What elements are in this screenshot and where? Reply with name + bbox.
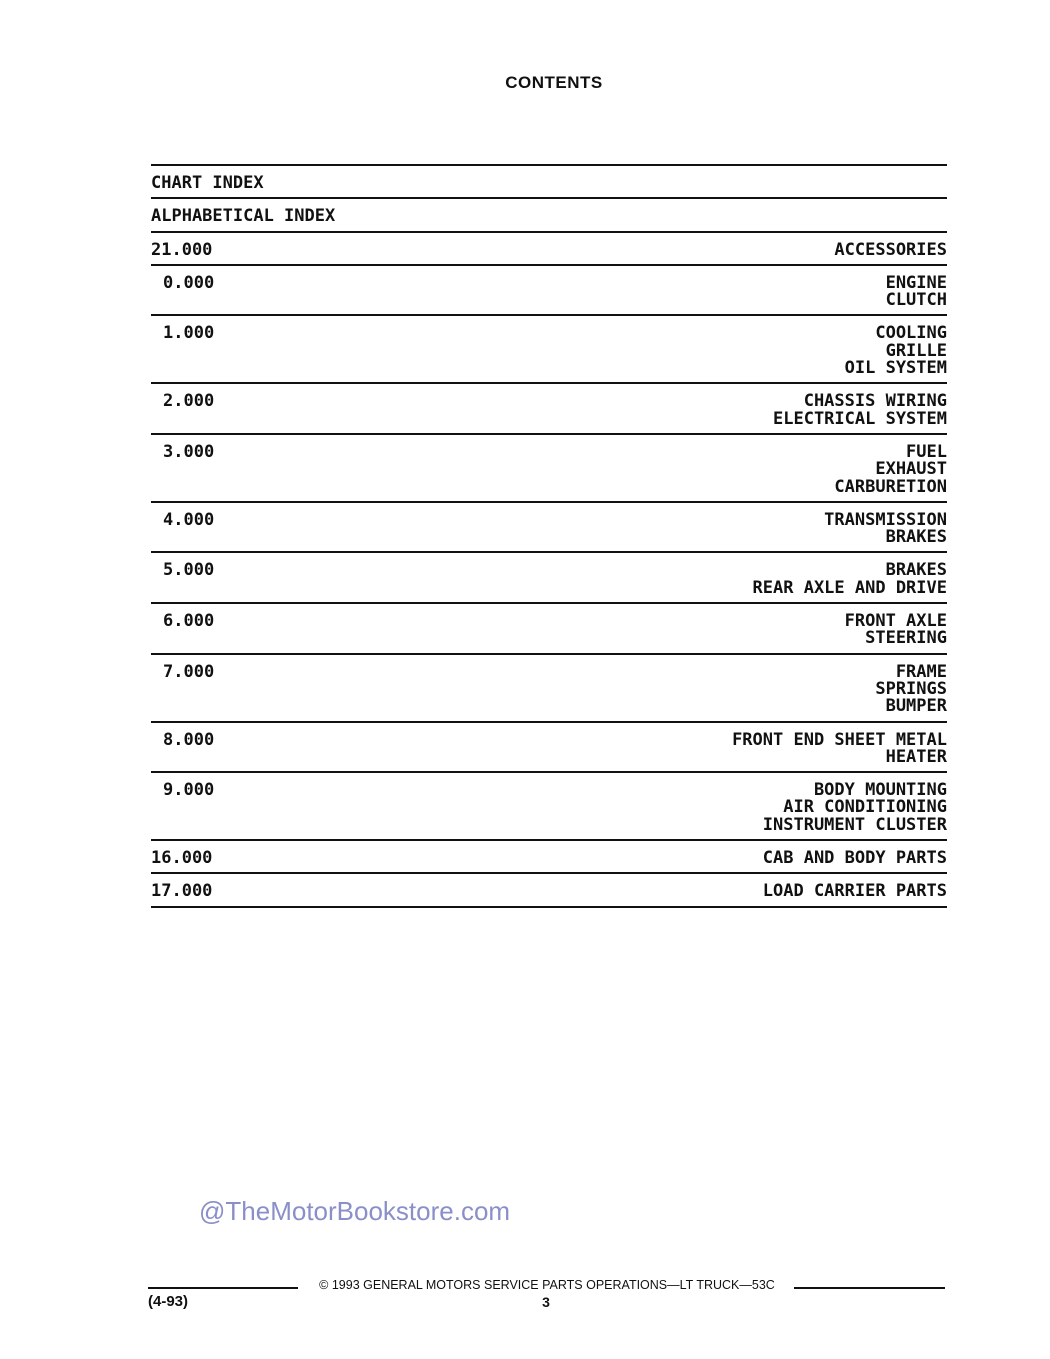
toc-section-title: CLUTCH: [885, 290, 947, 311]
toc-section-title: BRAKES: [885, 560, 947, 581]
toc-section-titles: [773, 393, 947, 428]
toc-row: [151, 874, 947, 907]
toc-section-number: 5.000: [163, 560, 215, 581]
toc-section-number: 9.000: [163, 780, 215, 801]
toc-row: [151, 199, 947, 232]
toc-section-title: FUEL: [906, 441, 947, 462]
toc-section-title: BRAKES: [885, 527, 947, 548]
toc-section-titles: [845, 613, 947, 648]
toc-section-titles: [834, 239, 947, 260]
toc-section-title: STEERING: [865, 628, 947, 649]
toc-row: [151, 435, 947, 503]
watermark: @TheMotorBookstore.com: [199, 1196, 511, 1226]
toc-section-title: ACCESSORIES: [834, 239, 947, 260]
toc-section-number: 6.000: [163, 611, 215, 632]
toc-section-titles: [763, 883, 947, 900]
toc-row: [151, 233, 947, 266]
toc-section-title: EXHAUST: [875, 459, 947, 480]
toc-row: [151, 316, 947, 384]
toc-section-number: ALPHABETICAL INDEX: [151, 206, 336, 227]
toc-row: [151, 604, 947, 655]
footer-rule-left: [148, 1287, 298, 1289]
toc-row: [151, 655, 947, 723]
toc-section-titles: [834, 441, 947, 497]
toc-section-number: 16.000: [151, 848, 213, 869]
footer-rule-right: [794, 1287, 945, 1289]
toc-row: [151, 841, 947, 874]
toc-section-title: SPRINGS: [875, 678, 947, 699]
toc-row: [151, 384, 947, 435]
toc-section-titles: [845, 325, 947, 377]
toc-section-title: CARBURETION: [834, 476, 947, 497]
toc-row: [151, 166, 947, 199]
toc-section-title: FRONT END SHEET METAL: [732, 729, 947, 750]
toc-section-titles: [763, 782, 947, 834]
toc-section-title: FRONT AXLE: [844, 611, 947, 632]
toc-section-number: 8.000: [163, 729, 215, 750]
toc-section-number: 7.000: [163, 661, 215, 682]
toc-section-number: 0.000: [163, 272, 215, 293]
contents-table: [151, 164, 947, 908]
page-title: CONTENTS: [505, 73, 603, 92]
toc-section-title: GRILLE: [885, 340, 947, 361]
footer-date-code: (4-93): [148, 1293, 189, 1310]
toc-section-number: 3.000: [163, 441, 215, 462]
toc-section-title: COOLING: [875, 323, 947, 344]
toc-section-title: ELECTRICAL SYSTEM: [773, 408, 947, 429]
toc-section-title: REAR AXLE AND DRIVE: [752, 577, 947, 598]
toc-row: [151, 773, 947, 841]
toc-row: [151, 723, 947, 774]
toc-section-number: 21.000: [151, 239, 213, 260]
toc-section-titles: [824, 509, 947, 548]
toc-section-title: BODY MOUNTING: [813, 780, 947, 801]
toc-section-title: TRANSMISSION: [824, 509, 947, 530]
toc-section-title: HEATER: [885, 746, 947, 767]
toc-section-titles: [753, 562, 947, 597]
toc-section-title: CAB AND BODY PARTS: [762, 848, 947, 869]
toc-section-titles: [763, 850, 947, 867]
toc-row: [151, 503, 947, 554]
toc-section-title: FRAME: [895, 661, 947, 682]
toc-section-titles: [732, 729, 947, 767]
toc-section-number: CHART INDEX: [151, 173, 264, 193]
toc-section-title: OIL SYSTEM: [844, 358, 947, 379]
toc-row: [151, 266, 947, 317]
toc-row: [151, 553, 947, 604]
toc-section-title: AIR CONDITIONING: [783, 797, 947, 818]
toc-section-number: 1.000: [163, 323, 215, 344]
toc-section-titles: [885, 272, 947, 311]
toc-section-number: 17.000: [151, 881, 213, 902]
toc-section-titles: [875, 661, 947, 717]
footer-copyright: © 1993 GENERAL MOTORS SERVICE PARTS OPERATIONS—LT TRUCK—53C: [319, 1278, 775, 1292]
toc-section-title: CHASSIS WIRING: [803, 391, 947, 412]
toc-section-title: ENGINE: [885, 272, 947, 293]
toc-section-title: BUMPER: [885, 696, 947, 717]
toc-section-number: 2.000: [163, 391, 215, 412]
page-number: 3: [542, 1294, 550, 1310]
toc-section-title: INSTRUMENT CLUSTER: [762, 814, 947, 835]
toc-section-number: 4.000: [163, 509, 215, 530]
toc-section-title: LOAD CARRIER PARTS: [762, 881, 947, 902]
